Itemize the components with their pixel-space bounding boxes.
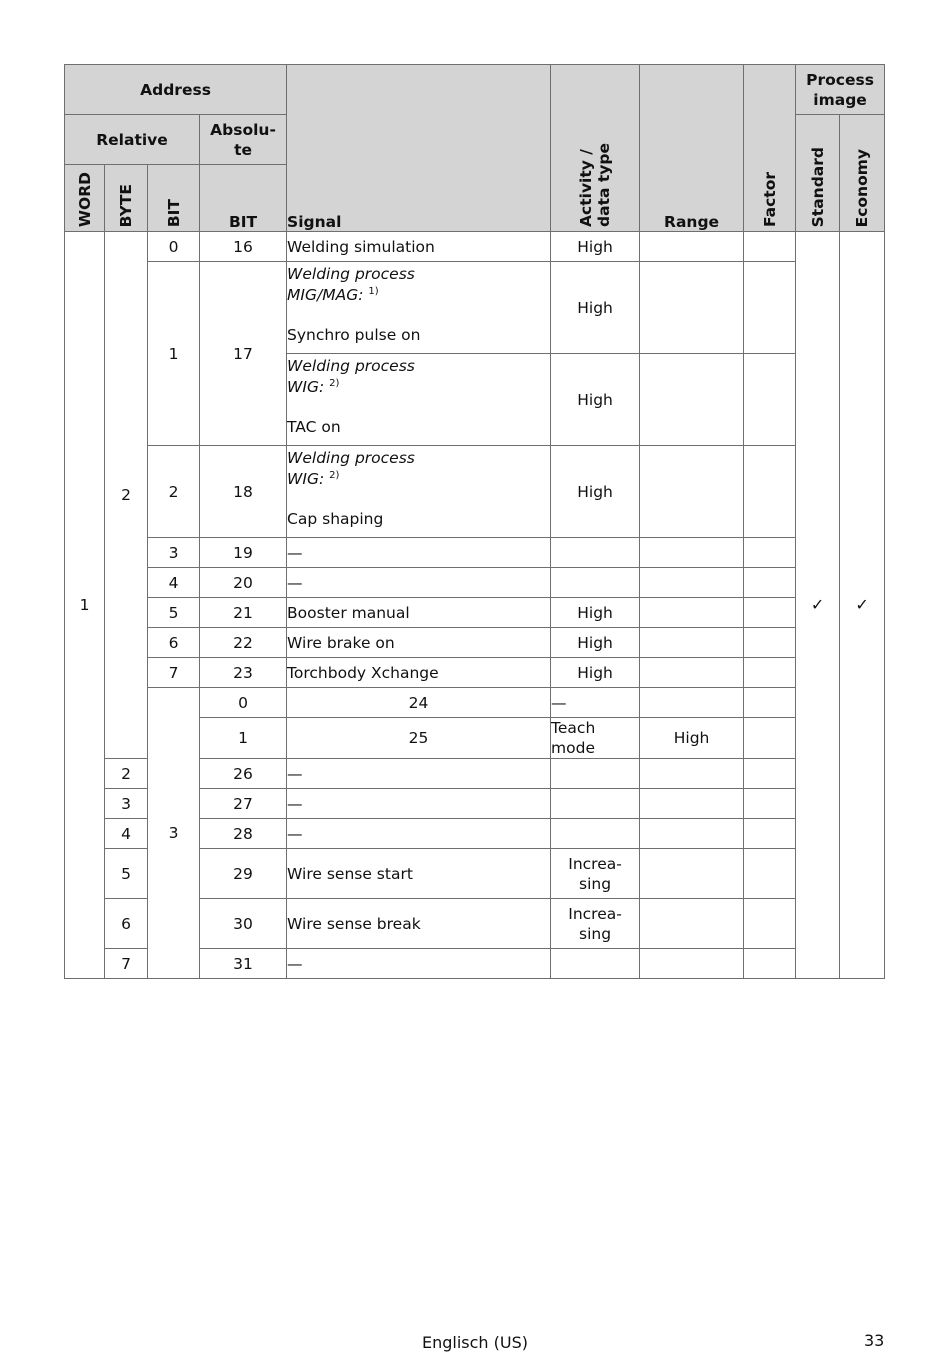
range-cell [640,538,744,568]
bit-cell: 1 [200,718,287,759]
footer-language: Englisch (US) [421,1333,528,1352]
abs-bit-cell: 16 [200,232,287,262]
table-row [65,658,885,688]
signal-table [64,64,885,979]
activity-cell: High [551,446,640,538]
bit-cell: 4 [105,819,148,849]
range-cell [640,598,744,628]
range-cell [640,568,744,598]
factor-cell [744,849,796,899]
factor-cell [744,598,796,628]
abs-bit-cell: 31 [200,949,287,979]
bit-cell: 7 [148,658,200,688]
bit-cell: 7 [105,949,148,979]
abs-bit-cell: 19 [200,538,287,568]
range-cell [640,949,744,979]
bit-cell: 3 [105,789,148,819]
range-cell [640,819,744,849]
activity-cell: High [551,658,640,688]
signal-cell: — [287,949,551,979]
factor-cell [744,538,796,568]
bit-cell: 3 [148,538,200,568]
factor-header: Factor [744,65,796,232]
signal-cell: — [287,789,551,819]
range-cell [640,789,744,819]
page-number: 33 [864,1331,885,1350]
abs-bit-cell: 25 [287,718,551,759]
bit-cell: 4 [148,568,200,598]
factor-cell [744,262,796,354]
factor-cell [744,759,796,789]
range-cell [640,232,744,262]
relative-header: Relative [65,115,200,165]
table-row [65,232,885,262]
signal-cell: Booster manual [287,598,551,628]
table-row [65,688,885,718]
activity-cell [551,819,640,849]
standard-check: ✓ [796,232,840,979]
abs-bit-cell: 30 [200,899,287,949]
table-row [65,262,885,354]
signal-cell: — [287,759,551,789]
activity-cell: High [551,232,640,262]
factor-cell [744,354,796,446]
signal-cell: — [287,819,551,849]
signal-cell: Welding process WIG: $^{2)}$ TAC on [287,354,551,446]
range-cell [640,446,744,538]
range-cell [640,849,744,899]
abs-bit-cell: 27 [200,789,287,819]
factor-cell [744,658,796,688]
table-row [65,598,885,628]
range-cell [640,262,744,354]
signal-cell: — [287,568,551,598]
activity-cell: High [551,354,640,446]
address-header: Address [65,65,287,115]
signal-cell: — [287,538,551,568]
bit-cell: 2 [105,759,148,789]
absolute-header: Absolu- te [200,115,287,165]
bit-cell: 0 [148,232,200,262]
table-row [65,446,885,538]
abs-bit-cell: 18 [200,446,287,538]
table-row [65,628,885,658]
factor-cell [744,789,796,819]
signal-cell: Welding process WIG: $^{2)}$ Cap shaping [287,446,551,538]
range-cell [640,628,744,658]
bit-cell: 0 [200,688,287,718]
activity-cell [551,538,640,568]
activity-cell [551,789,640,819]
activity-header: Activity / data type [551,65,640,232]
activity-cell: High [551,628,640,658]
bit-cell: 6 [148,628,200,658]
factor-cell [744,628,796,658]
abs-bit-cell: 28 [200,819,287,849]
process-image-header: Process image [796,65,885,115]
range-cell [744,688,796,718]
signal-header: Signal [287,65,551,232]
range-cell [640,658,744,688]
factor-cell [744,446,796,538]
abs-bit-cell: 17 [200,262,287,446]
table-row [65,538,885,568]
bit-absolute-header: BIT [200,165,287,232]
range-cell [640,354,744,446]
bit-relative-header: BIT [148,165,200,232]
abs-bit-cell: 23 [200,658,287,688]
activity-cell: Increa- sing [551,899,640,949]
activity-cell: High [640,718,744,759]
signal-cell: — [551,688,640,718]
byte-cell: 3 [148,688,200,979]
signal-cell: Torchbody Xchange [287,658,551,688]
activity-cell: High [551,598,640,628]
abs-bit-cell: 21 [200,598,287,628]
factor-cell [744,899,796,949]
abs-bit-cell: 26 [200,759,287,789]
economy-header: Economy [840,115,885,232]
signal-cell: Wire brake on [287,628,551,658]
range-cell [640,759,744,789]
abs-bit-cell: 22 [200,628,287,658]
activity-cell [551,759,640,789]
economy-check: ✓ [840,232,885,979]
signal-cell: Welding process MIG/MAG: $^{1)}$ Synchro pulse on [287,262,551,354]
activity-cell: High [551,262,640,354]
abs-bit-cell: 29 [200,849,287,899]
table-header [65,65,885,232]
activity-cell [551,568,640,598]
abs-bit-cell: 24 [287,688,551,718]
range-cell [640,899,744,949]
factor-cell [744,568,796,598]
table-row [65,568,885,598]
signal-cell: Teach mode [551,718,640,759]
activity-cell [640,688,744,718]
word-header: WORD [65,165,105,232]
table-body [65,232,885,979]
word-cell: 1 [65,232,105,979]
factor-cell [744,819,796,849]
signal-cell: Wire sense break [287,899,551,949]
bit-cell: 5 [105,849,148,899]
signal-cell: Wire sense start [287,849,551,899]
bit-cell: 2 [148,446,200,538]
activity-cell [551,949,640,979]
bit-cell: 5 [148,598,200,628]
range-cell [744,718,796,759]
range-header: Range [640,65,744,232]
activity-cell: Increa- sing [551,849,640,899]
signal-cell: Welding simulation [287,232,551,262]
bit-cell: 6 [105,899,148,949]
byte-header: BYTE [105,165,148,232]
factor-cell [744,949,796,979]
standard-header: Standard [796,115,840,232]
byte-cell: 2 [105,232,148,759]
abs-bit-cell: 20 [200,568,287,598]
bit-cell: 1 [148,262,200,446]
factor-cell [744,232,796,262]
